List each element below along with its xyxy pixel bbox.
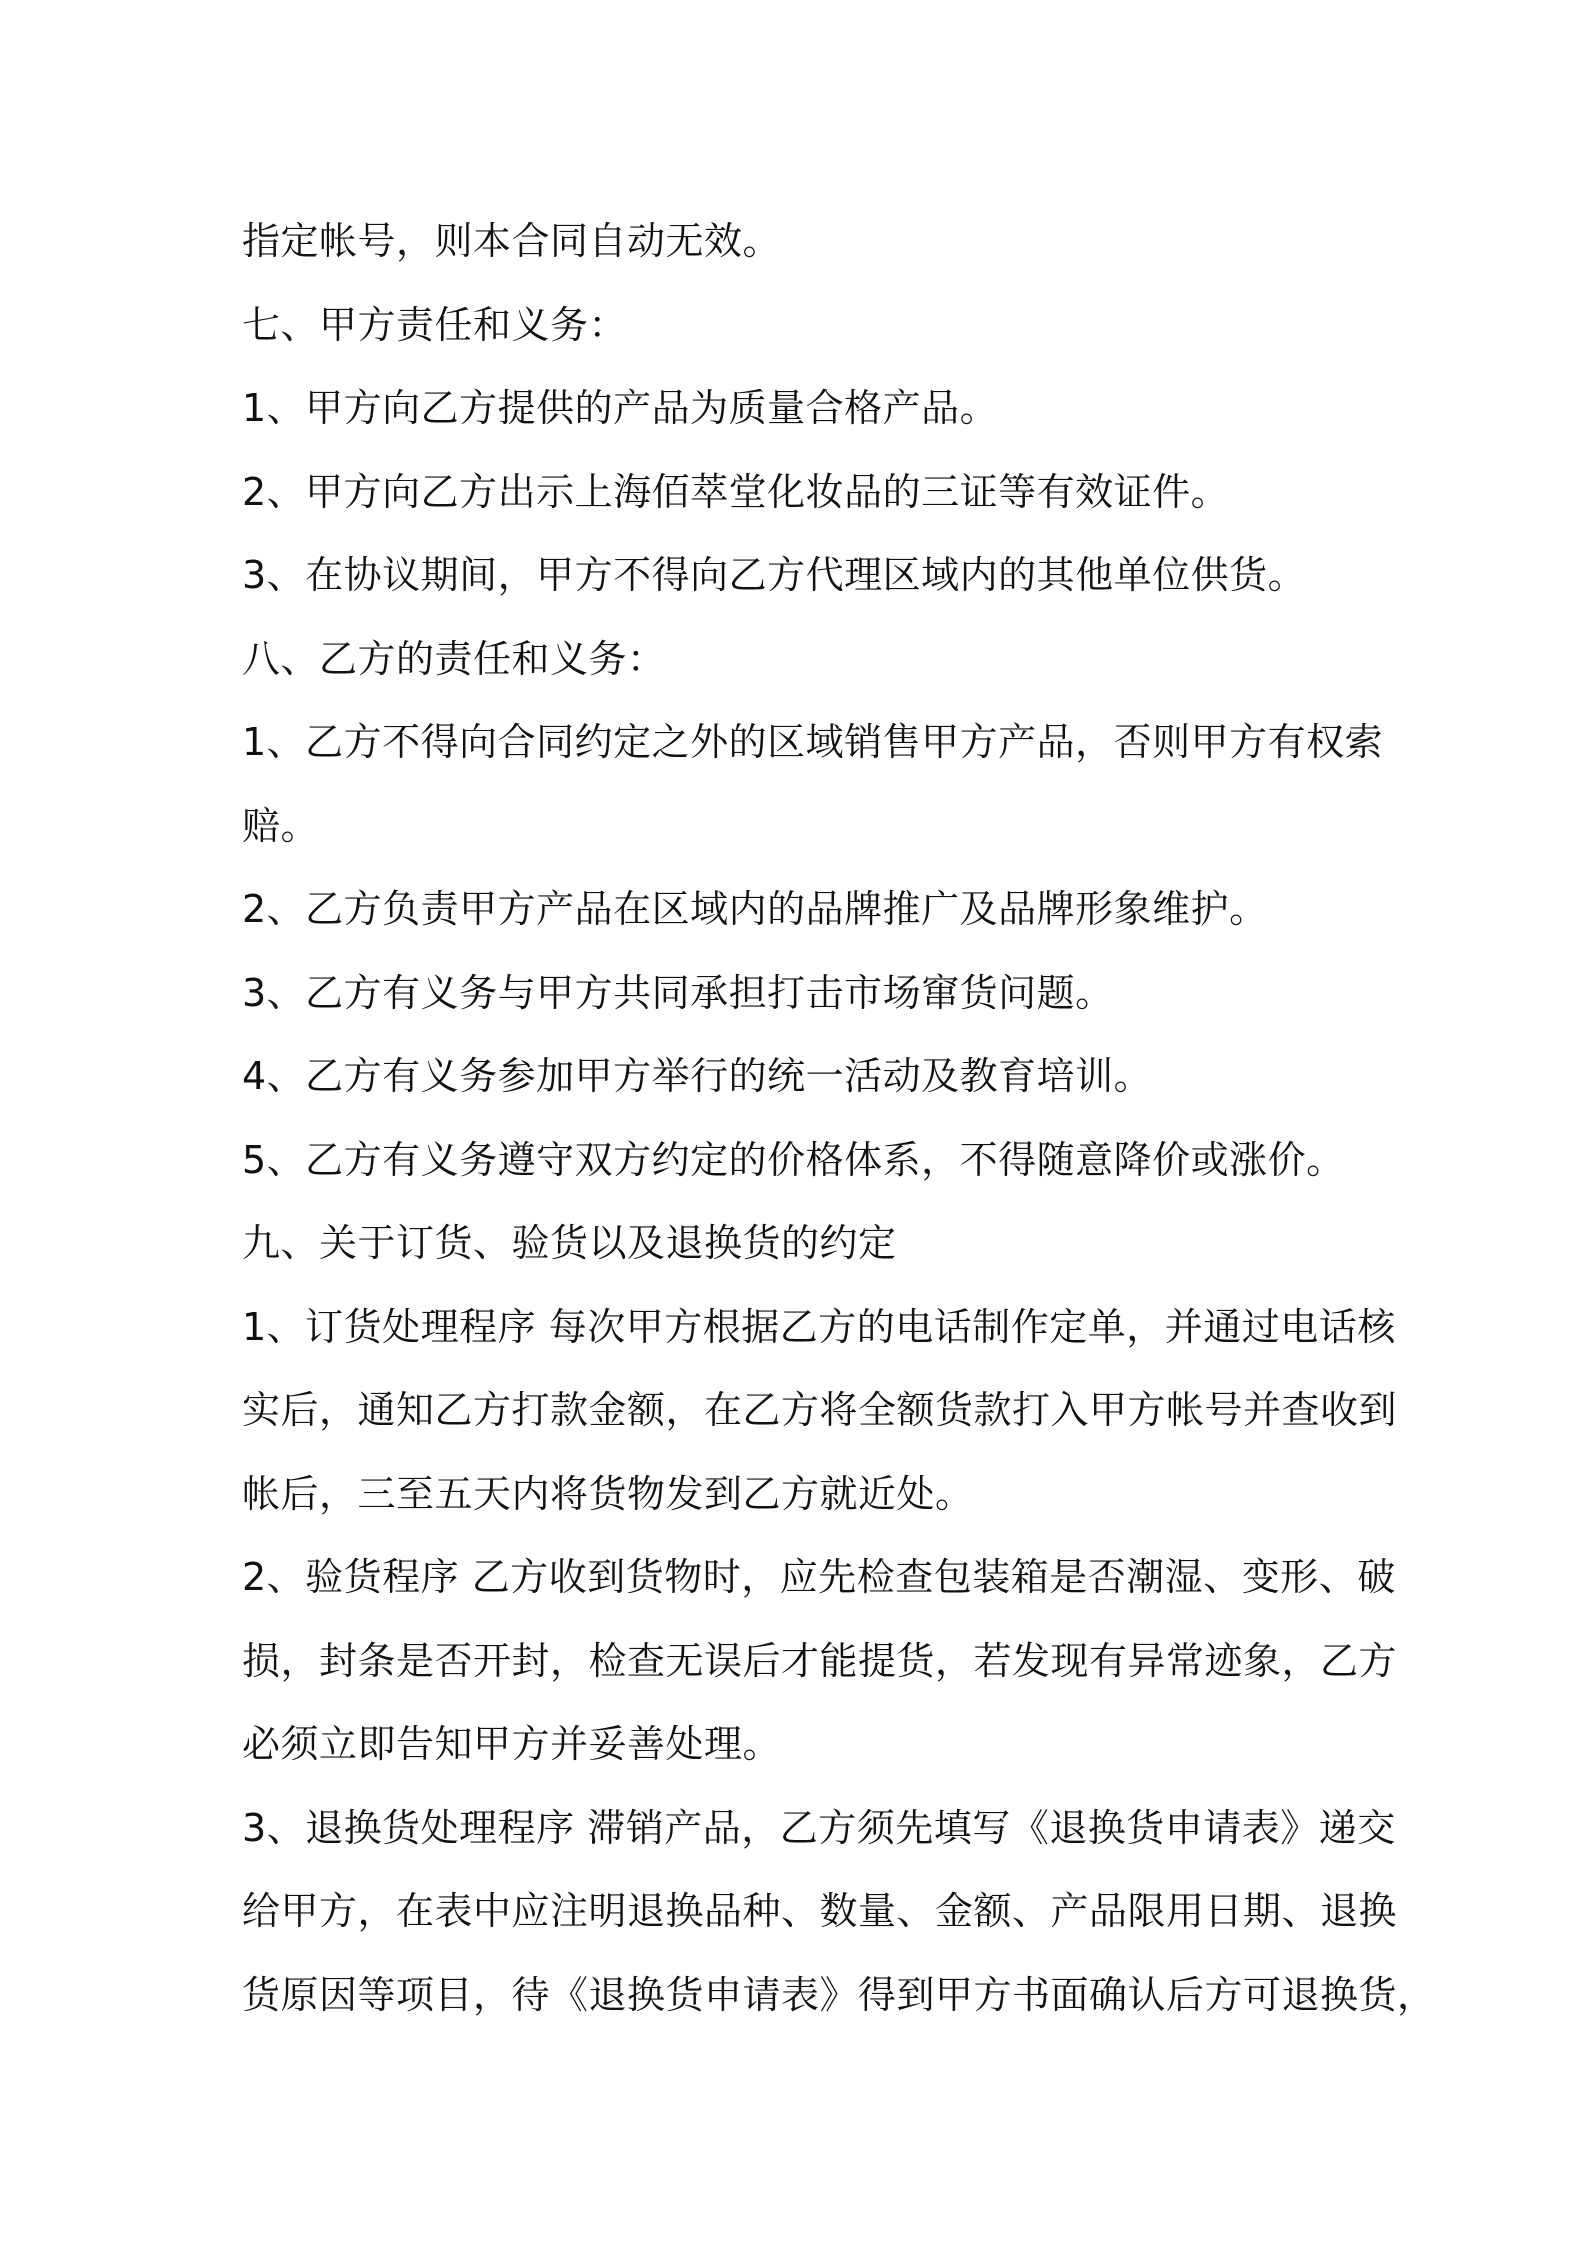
text-line-14: 1、订货处理程序 每次甲方根据乙方的电话制作定单，并通过电话核 (242, 1304, 1396, 1349)
document-body (242, 200, 1436, 2037)
text-line-7: 1、乙方不得向合同约定之外的区域销售甲方产品，否则甲方有权索 (242, 720, 1384, 764)
text-line-18: 损，封条是否开封，检查无误后才能提货，若发现有异常迹象，乙方 (242, 1638, 1398, 1683)
text-line-4: 2、甲方向乙方出示上海佰萃堂化妆品的三证等有效证件。 (242, 469, 1230, 514)
text-line-19: 必须立即告知甲方并妥善处理。 (242, 1722, 782, 1766)
text-line-9: 2、乙方负责甲方产品在区域内的品牌推广及品牌形象维护。 (242, 887, 1268, 931)
section-heading-7: 七、甲方责任和义务： (242, 302, 628, 347)
text-line-12: 5、乙方有义务遵守双方约定的价格体系，不得随意降价或涨价。 (242, 1137, 1345, 1182)
section-heading-9: 九、关于订货、验货以及退换货的约定 (242, 1221, 897, 1265)
text-line-16: 帐后，三至五天内将货物发到乙方就近处。 (242, 1471, 974, 1516)
text-line-3: 1、甲方向乙方提供的产品为质量合格产品。 (242, 386, 999, 430)
text-line-1: 指定帐号，则本合同自动无效。 (242, 219, 782, 263)
text-line-15: 实后，通知乙方打款金额，在乙方将全额货款打入甲方帐号并查收到 (242, 1388, 1398, 1432)
text-line-5: 3、在协议期间，甲方不得向乙方代理区域内的其他单位供货。 (242, 553, 1307, 597)
text-line-11: 4、乙方有义务参加甲方举行的统一活动及教育培训。 (242, 1054, 1153, 1098)
text-line-10: 3、乙方有义务与甲方共同承担打击市场窜货问题。 (242, 970, 1114, 1015)
section-heading-8: 八、乙方的责任和义务： (242, 636, 666, 681)
text-line-20: 3、退换货处理程序 滞销产品，乙方须先填写《退换货申请表》递交 (242, 1805, 1396, 1850)
text-line-21: 给甲方，在表中应注明退换品种、数量、金额、产品限用日期、退换 (242, 1889, 1398, 1933)
text-line-8: 赔。 (242, 803, 320, 848)
text-line-17: 2、验货程序 乙方收到货物时，应先检查包装箱是否潮湿、变形、破 (242, 1555, 1396, 1599)
text-line-22: 货原因等项目，待《退换货申请表》得到甲方书面确认后方可退换货， (242, 1972, 1436, 2017)
